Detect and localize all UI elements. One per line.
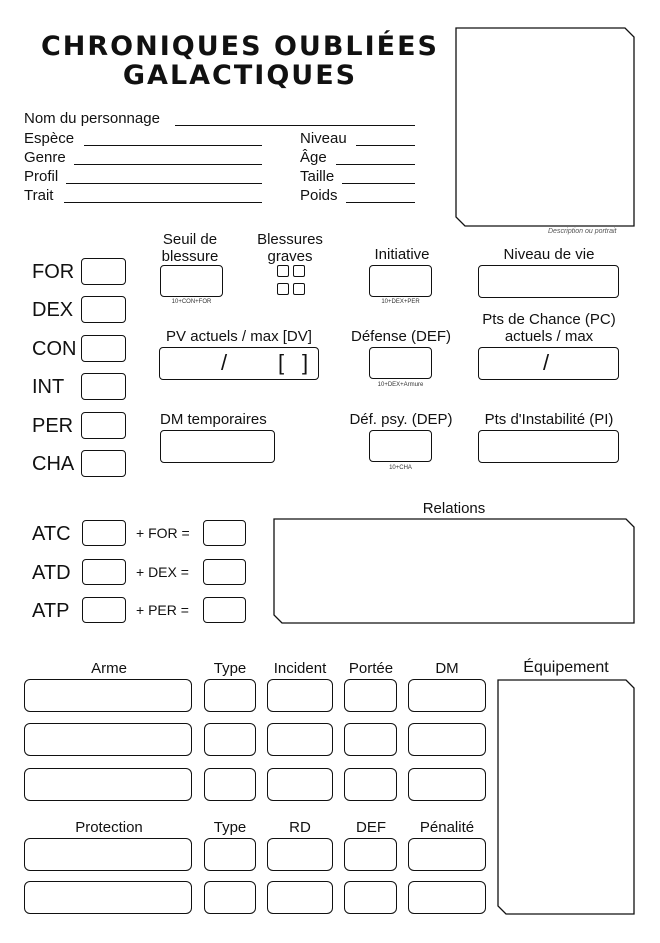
weapon-range-box[interactable] [344, 679, 397, 712]
weapon-dm-box[interactable] [408, 723, 486, 756]
height-label: Taille [300, 168, 335, 185]
equipment-title: Équipement [523, 659, 609, 676]
protection-rd-box[interactable] [267, 838, 333, 871]
attack-label-atp: ATP [32, 600, 70, 622]
trait-field[interactable] [64, 202, 262, 203]
stat-box-con[interactable] [81, 335, 126, 362]
protection-name-box[interactable] [24, 881, 192, 914]
serious-wound-checkbox[interactable] [277, 265, 289, 277]
weapon-range-header: Portée [348, 660, 394, 677]
protection-name-box[interactable] [24, 838, 192, 871]
life-level-box[interactable] [478, 265, 619, 298]
stat-label-dex: DEX [32, 299, 74, 321]
serious-wound-checkbox[interactable] [293, 283, 305, 295]
attack-total-box-atc[interactable] [203, 520, 246, 546]
level-label: Niveau [300, 130, 347, 147]
psy-defense-label: Déf. psy. (DEP) [349, 411, 453, 428]
level-field[interactable] [356, 145, 415, 146]
protection-type-box[interactable] [204, 881, 256, 914]
weapon-header: Arme [91, 660, 127, 677]
profile-label: Profil [24, 168, 59, 185]
attack-base-box-atc[interactable] [82, 520, 126, 546]
portrait-caption: Description ou portrait [548, 228, 617, 235]
species-field[interactable] [84, 145, 262, 146]
protection-type-header: Type [213, 819, 247, 836]
stat-label-con: CON [32, 338, 77, 360]
name-field[interactable] [175, 125, 415, 126]
equipment-frame[interactable] [497, 679, 635, 915]
relations-frame[interactable] [273, 518, 635, 624]
hp-label: PV actuels / max [DV] [166, 328, 312, 345]
protection-def-box[interactable] [344, 838, 397, 871]
hp-slash: / [221, 350, 228, 375]
weapon-dm-box[interactable] [408, 679, 486, 712]
height-field[interactable] [342, 183, 415, 184]
protection-type-box[interactable] [204, 838, 256, 871]
stat-label-cha: CHA [32, 453, 75, 475]
age-field[interactable] [336, 164, 415, 165]
attack-modifier-atc: + FOR = [136, 525, 190, 541]
name-label: Nom du personnage [24, 110, 160, 127]
initiative-formula: 10+DEX+PER [381, 299, 420, 305]
temp-dm-box[interactable] [160, 430, 275, 463]
life-level-label: Niveau de vie [503, 246, 595, 263]
initiative-label: Initiative [374, 246, 430, 263]
stat-box-int[interactable] [81, 373, 126, 400]
sheet-title-line2: GALACTIQUES [122, 60, 358, 91]
protection-penalty-box[interactable] [408, 881, 486, 914]
instability-label: Pts d'Instabilité (PI) [484, 411, 614, 428]
defense-label: Défense (DEF) [350, 328, 452, 345]
weapon-type-box[interactable] [204, 768, 256, 801]
weapon-incident-box[interactable] [267, 723, 333, 756]
gender-field[interactable] [74, 164, 262, 165]
relations-title: Relations [422, 500, 486, 517]
weapon-incident-box[interactable] [267, 768, 333, 801]
stat-label-for: FOR [32, 261, 75, 283]
species-label: Espèce [24, 130, 75, 147]
weapon-name-box[interactable] [24, 723, 192, 756]
attack-modifier-atp: + PER = [136, 602, 189, 618]
protection-penalty-header: Pénalité [419, 819, 475, 836]
trait-label: Trait [24, 187, 54, 204]
weapon-range-box[interactable] [344, 723, 397, 756]
serious-wound-checkbox[interactable] [293, 265, 305, 277]
hp-bracket-open: [ [278, 350, 285, 375]
age-label: Âge [300, 149, 327, 166]
protection-rd-header: RD [289, 819, 311, 836]
attack-modifier-atd: + DEX = [136, 564, 189, 580]
protection-def-header: DEF [356, 819, 386, 836]
stat-label-per: PER [32, 415, 74, 437]
stat-box-dex[interactable] [81, 296, 126, 323]
protection-header: Protection [75, 819, 143, 836]
weapon-incident-box[interactable] [267, 679, 333, 712]
weapon-incident-header: Incident [273, 660, 327, 677]
protection-penalty-box[interactable] [408, 838, 486, 871]
serious-wounds-label: Blessures graves [257, 231, 323, 265]
hp-bracket-close: ] [302, 350, 309, 375]
serious-wound-checkbox[interactable] [277, 283, 289, 295]
luck-slash: / [543, 350, 550, 375]
wound-threshold-formula: 10+CON+FOR [171, 299, 212, 305]
weight-label: Poids [300, 187, 338, 204]
stat-label-int: INT [32, 376, 65, 398]
wound-threshold-label: Seuil de blessure [161, 231, 219, 265]
gender-label: Genre [24, 149, 66, 166]
attack-total-box-atp[interactable] [203, 597, 246, 623]
attack-base-box-atp[interactable] [82, 597, 126, 623]
weapon-dm-header: DM [435, 660, 459, 677]
defense-formula: 10+DEX+Armure [377, 382, 424, 388]
portrait-frame[interactable] [455, 27, 635, 227]
protection-def-box[interactable] [344, 881, 397, 914]
stat-box-per[interactable] [81, 412, 126, 439]
luck-label: Pts de Chance (PC) actuels / max [482, 311, 616, 345]
profile-field[interactable] [66, 183, 262, 184]
stat-box-for[interactable] [81, 258, 126, 285]
weapon-name-box[interactable] [24, 679, 192, 712]
weapon-dm-box[interactable] [408, 768, 486, 801]
weight-field[interactable] [346, 202, 415, 203]
attack-base-box-atd[interactable] [82, 559, 126, 585]
weapon-type-box[interactable] [204, 679, 256, 712]
weapon-name-box[interactable] [24, 768, 192, 801]
instability-box[interactable] [478, 430, 619, 463]
weapon-range-box[interactable] [344, 768, 397, 801]
weapon-type-box[interactable] [204, 723, 256, 756]
protection-rd-box[interactable] [267, 881, 333, 914]
hp-box[interactable] [159, 347, 319, 380]
psy-defense-box[interactable] [369, 430, 432, 462]
initiative-box[interactable] [369, 265, 432, 297]
attack-label-atd: ATD [32, 562, 71, 584]
wound-threshold-box[interactable] [160, 265, 223, 297]
attack-total-box-atd[interactable] [203, 559, 246, 585]
defense-box[interactable] [369, 347, 432, 379]
attack-label-atc: ATC [32, 523, 71, 545]
weapon-type-header: Type [213, 660, 247, 677]
psy-defense-formula: 10+CHA [389, 465, 412, 471]
stat-box-cha[interactable] [81, 450, 126, 477]
sheet-title-line1: CHRONIQUES OUBLIÉES [40, 31, 439, 62]
temp-dm-label: DM temporaires [160, 411, 267, 428]
